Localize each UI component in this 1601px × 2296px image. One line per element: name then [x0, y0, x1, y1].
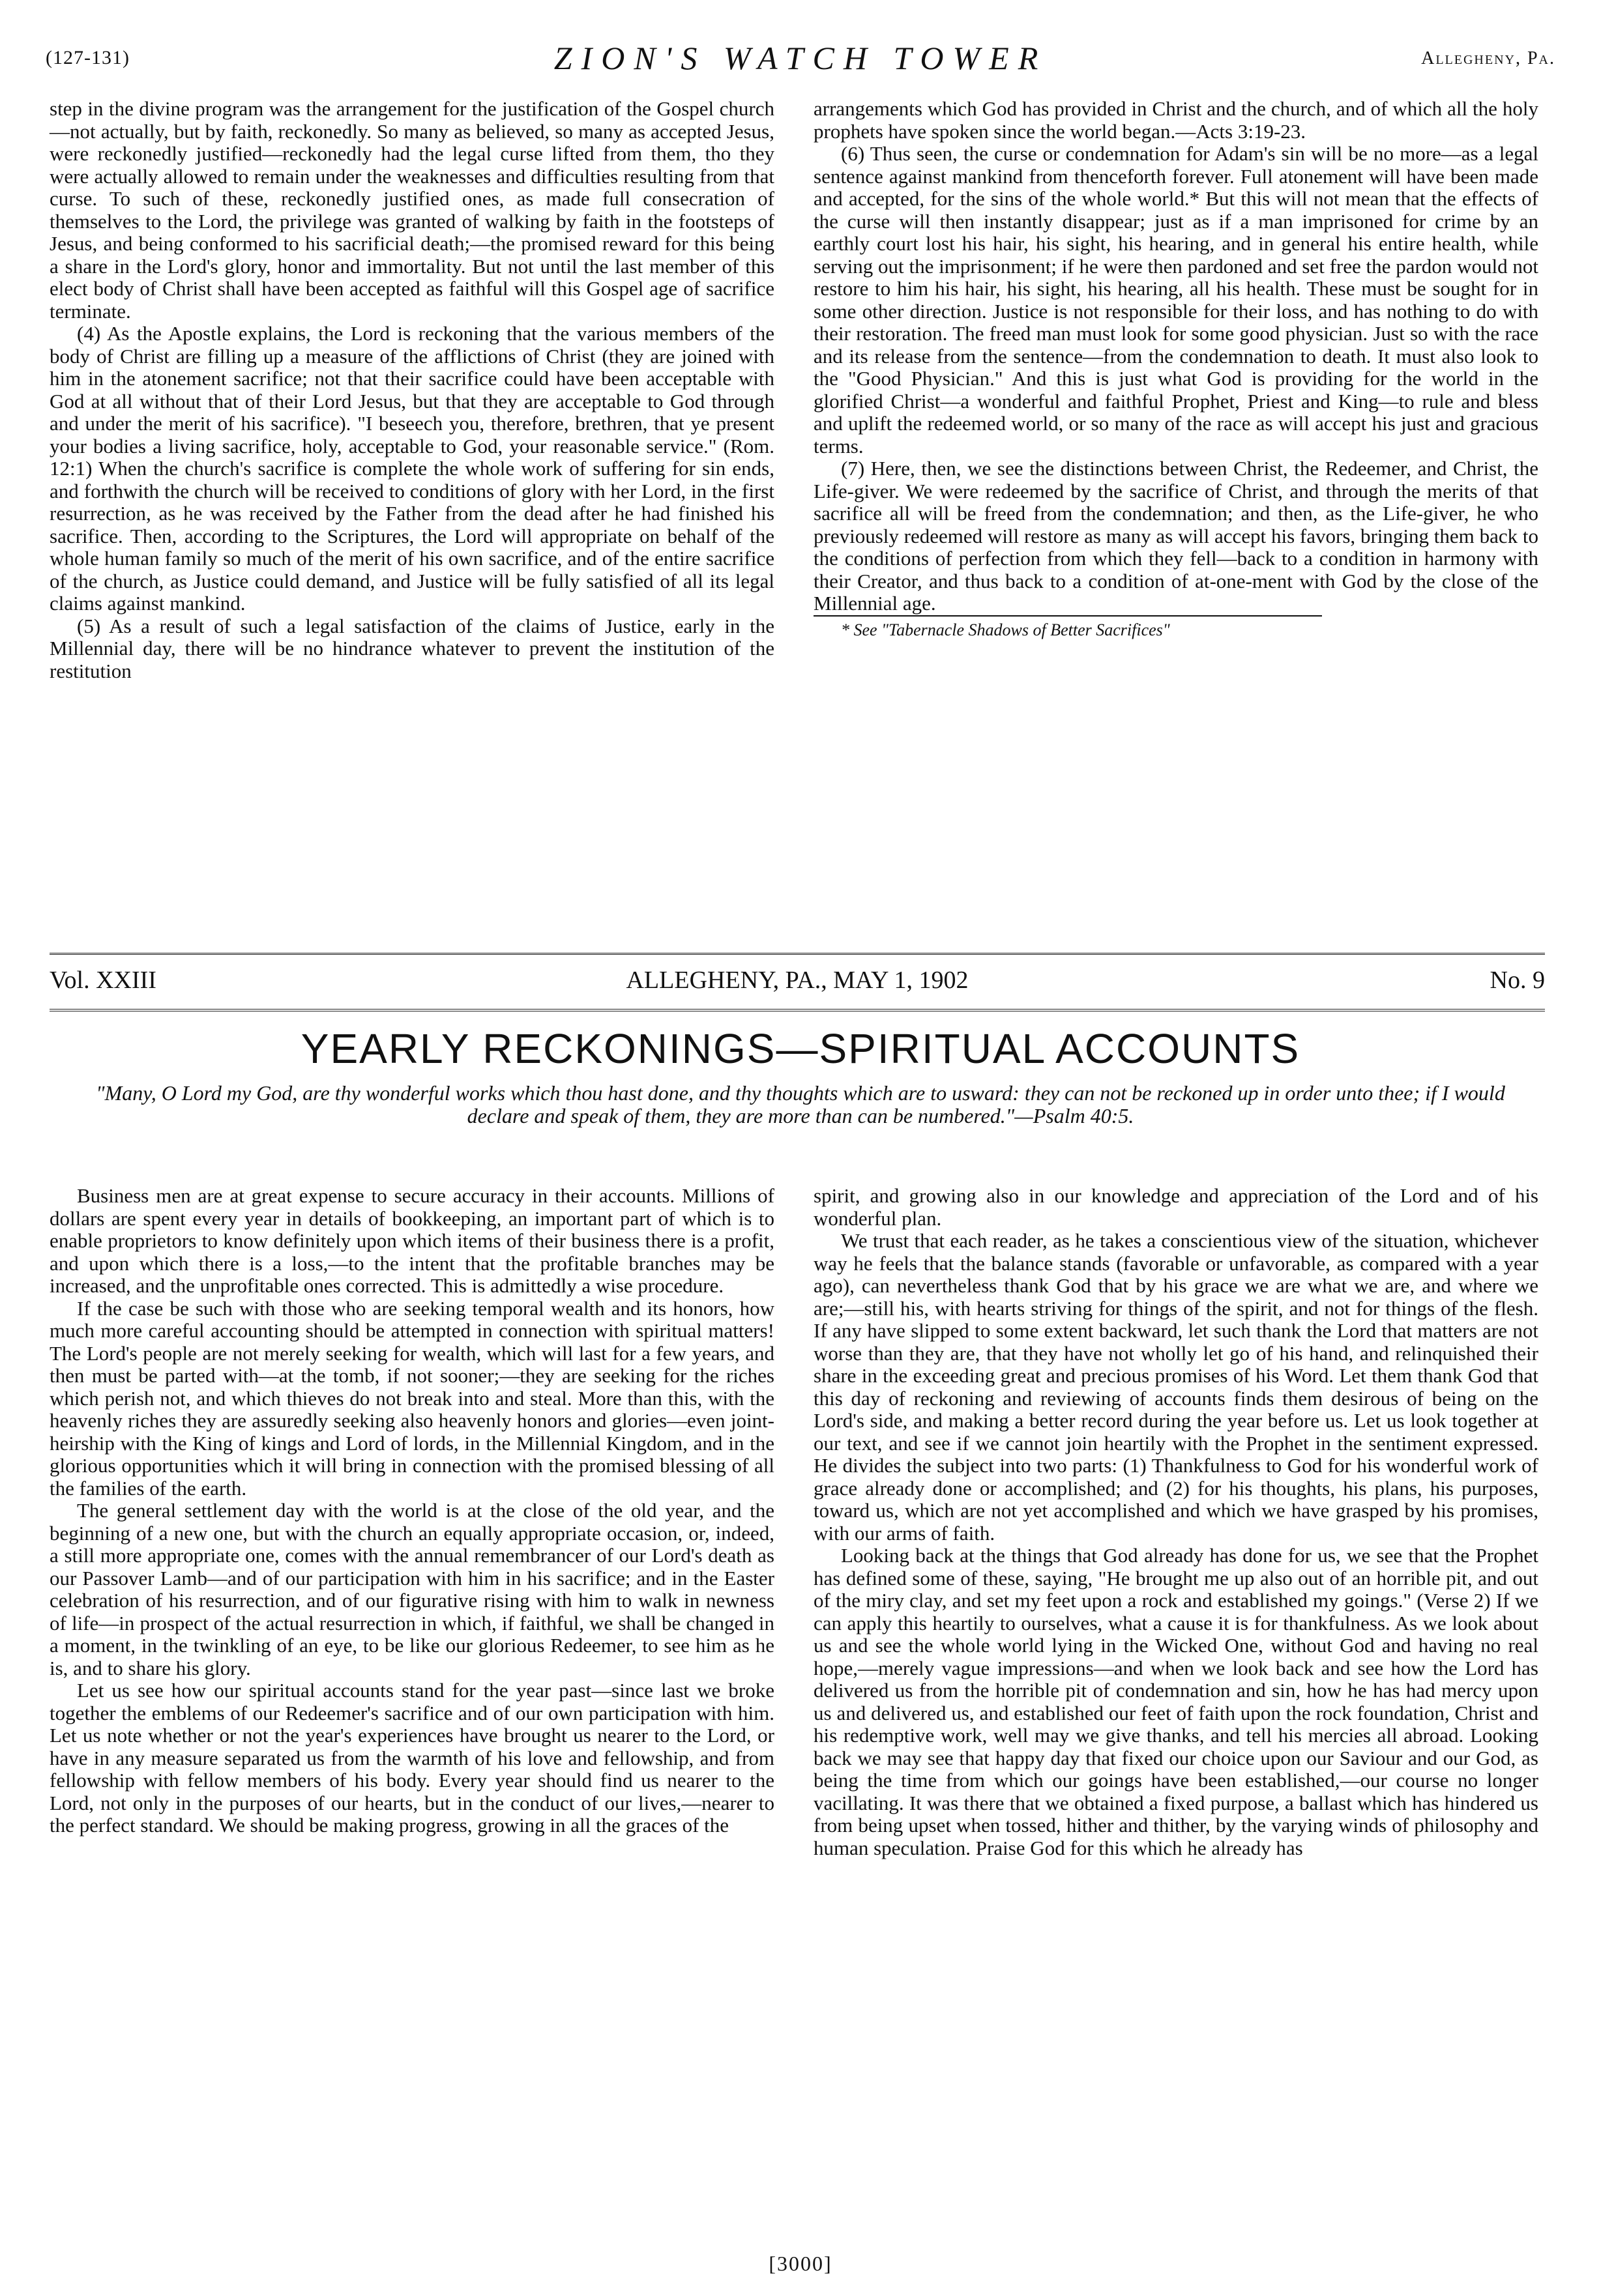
paragraph: (4) As the Apostle explains, the Lord is reckoning that the various members of the body of Christ are filling up a measure of the afflictions of Christ (they are joined with him in the atonement sacrifice; not that their sacrifice could have been acceptable with God at all without that of their Lord Jesus, but that they are acceptable to God through and under the merit of his sacrifice). "I beseech you, therefore, brethren, that ye present your bodies a living sacrifice, holy, acceptable to God, your reasonable service." (Rom. 12:1) When the church's sacrifice is complete the whole work of suffering for sin ends, and forthwith the church will be received to conditions of glory with her Lord, in the first resurrection, as he was received by the Father from the dead after he had finished his sacrifice. Then, according to the Scriptures, the Lord will appropriate on behalf of the whole human family so much of the merit of his own sacrifice, and of the entire sacrifice of the church, as Justice could demand, and Justice will be fully satisfied of all its legal claims against mankind. — [50, 322, 774, 615]
top-right-column — [814, 98, 1538, 641]
paragraph: If the case be such with those who are seeking temporal wealth and its honors, how much more careful accounting should be attempted in connection with spiritual matters! The Lord's people are not merely seeking for wealth, which will last for a few years, and then must be parted with—at the tomb, if not sooner;—they are seeking for the riches which perish not, and which thieves do not break into and steal. More than this, with the heavenly riches they are assuredly seeking also heavenly honors and glories—even joint-heirship with the King of kings and Lord of lords, in the Millennial Kingdom, and in the glorious opportunities which it will bring in connection with the promised blessing of all the families of the earth. — [50, 1296, 774, 1500]
bottom-left-column — [50, 1185, 774, 1837]
paragraph: Looking back at the things that God already has done for us, we see that the Prophet has defined some of these, saying, "He brought me up also out of an horrible pit, and out of the miry clay, and set my feet upon a rock and established my goings." (Verse 2) If we can apply this heartily to ourselves, what a cause it is for thankfulness. As we look about us and see the whole world lying in the Wicked One, without God and having no real hope,—merely vague impressions—and when we look back and see how the Lord has delivered us from the horrible pit of condemnation and sin, how he has had mercy upon us and delivered us, and established our feet of faith upon the rock foundation, Christ and his redemptive work, well may we give thanks, and tell his mercies all abroad. Looking back we may see that happy day that fixed our choice upon our Saviour and our God, as being the time from which our goings have been established,—our course no longer vacillating. It was there that we obtained a fixed purpose, a ballast which has hindered us from being upset when tossed, hither and thither, by the varying winds of philosophy and human speculation. Praise God for this which he already has — [814, 1544, 1538, 1859]
bottom-right-column — [814, 1185, 1538, 1859]
article-epigraph: "Many, O Lord my God, are thy wonderful works which thou hast done, and thy thoughts which are to usward: they can not be reckoned up in order unto thee; if I would declare and speak of them, they are more than can be numbered."—Psalm 40:5. — [96, 1081, 1505, 1127]
masthead — [50, 966, 1545, 998]
paragraph: Business men are at great expense to secure accuracy in their accounts. Millions of dollars are spent every year in details of bookkeeping, an important part of which is to enable proprietors to know definitely upon which items of their business there is a profit, and upon which there is a loss,—to the intent that the profitable branches may be increased, and the unprofitable ones corrected. This is admittedly a wise procedure. — [50, 1184, 774, 1297]
paragraph: Let us see how our spiritual accounts stand for the year past—since last we broke together the emblems of our Redeemer's sacrifice and of our own participation with him. Let us note whether or not the year's experiences have brought us nearer to the Lord, or have in any measure separated us from the warmth of his love and fellowship, and from fellowship with fellow members of his body. Every year should find us nearer to the Lord, not only in the purposes of our hearts, but in the conduct of our lives,—nearer to the perfect standard. We should be making progress, growing in all the graces of the — [50, 1679, 774, 1837]
paragraph: (5) As a result of such a legal satisfaction of the claims of Justice, early in the Millennial day, there will be no hindrance whatever to prevent the institution of the restitution — [50, 614, 774, 682]
masthead-bottom-rule — [50, 1009, 1545, 1011]
paragraph: We trust that each reader, as he takes a conscientious view of the situation, whichever way he feels that the balance stands (favorable or unfavorable, as compared with a year ago), can nevertheless thank God that by his grace we are what we are, and where we are;—still his, with hearts striving for things of the spirit, and not for things of the flesh. If any have slipped to some extent backward, let such thank the Lord that matters are not worse than they are, that they have not wholly let go of his hand, and relinquished their share in the exceeding great and precious promises of his Word. Let them thank God that this day of reckoning and reviewing of accounts finds them desirous of being on the Lord's side, and making a better record during the year before us. Let us look together at our text, and see if we cannot join heartily with the Prophet in the sentiment expressed. He divides the subject into two parts: (1) Thankfulness to God for his wonderful work of grace already done or accomplished; and (2) for his thoughts, his plans, his purposes, toward us, which are not yet accomplished and which we have grasped by his promises, with our arms of faith. — [814, 1229, 1538, 1545]
page-range: (127-131) — [46, 47, 130, 68]
volume-label: Vol. XXIII — [50, 966, 156, 994]
paragraph: (7) Here, then, we see the distinctions between Christ, the Redeemer, and Christ, the Life-giver. We were redeemed by the sacrifice of Christ, and through the merits of that sacrifice all will be freed from the condemnation; and then, as the Life-giver, he who previously redeemed will restore as many as will accept his favors, bringing them back to the conditions of perfection from which they fell—back to a condition in harmony with their Creator, and thus back to a condition of at-one-ment with God by the close of the Millennial age. — [814, 457, 1538, 615]
paragraph: The general settlement day with the world is at the close of the old year, and the beginning of a new one, but with the church an equally appropriate occasion, or, indeed, a still more appropriate one, comes with the annual remembrancer of our Lord's death as our Passover Lamb—and of our participation with him in his sacrifice; and in the Easter celebration of his resurrection, and of our figurative rising with him to walk in newness of life—in prospect of the actual resurrection in which, if faithful, we shall be changed in a moment, in the twinkling of an eye, to be like our glorious Redeemer, to see him as he is, and to share his glory. — [50, 1499, 774, 1679]
paragraph: spirit, and growing also in our knowledge and appreciation of the Lord and of his wonderful plan. — [814, 1184, 1538, 1230]
issue-number: No. 9 — [1490, 966, 1545, 994]
paragraph: step in the divine program was the arrangement for the justification of the Gospel church—not actually, but by faith, reckonedly. So many as believed, so many as accepted Jesus, were reckonedly justified—reckonedly had the legal curse lifted from them, tho they were actually allowed to remain under the weaknesses and difficulties resulting from that curse. To such of these, reckonedly justified ones, as made full consecration of themselves to the Lord, the privilege was granted of walking by faith in the footsteps of Jesus, and being conformed to his sacrificial death;—the promised reward for this being a share in the Lord's glory, honor and immortality. But not until the last member of this elect body of Christ shall have been accepted as faithful will this Gospel age of sacrifice terminate. — [50, 97, 774, 323]
paragraph: (6) Thus seen, the curse or condemnation for Adam's sin will be no more—as a legal sentence against mankind from thenceforth forever. Full atonement will have been made and accepted, for the sins of the whole world.* But this will not mean that the effects of the curse will then instantly disappear; just as if a man imprisoned for crime by an earthly court lost his hair, his sight, his hearing, and in general his entire health, while serving out the imprisonment; if he were then pardoned and set free the pardon would not restore to him his hair, his sight, his hearing, all his health. These must be sought for in some other direction. Justice is not responsible for their loss, and has nothing to do with their restoration. The freed man must look for some good physician. Just so with the race and its release from the sentence—from the condemnation to death. It must also look to the "Good Physician." And this is just what God is providing for the world in the glorified Christ—a wonderful and faithful Prophet, Priest and King—to rule and bless and uplift the redeemed world, or so many of the race as will accept his just and gracious terms. — [814, 142, 1538, 458]
article-title: YEARLY RECKONINGS—SPIRITUAL ACCOUNTS — [301, 1025, 1300, 1072]
header-place: Allegheny, Pa. — [1421, 48, 1555, 68]
running-header — [46, 39, 1555, 85]
top-left-column — [50, 98, 774, 682]
periodical-title: ZION'S WATCH TOWER — [553, 40, 1048, 76]
issue-place-date: ALLEGHENY, PA., MAY 1, 1902 — [626, 966, 969, 994]
footnote: * See "Tabernacle Shadows of Better Sacrifices" — [814, 615, 1322, 642]
page-number: [3000] — [769, 2252, 832, 2275]
paragraph: arrangements which God has provided in Christ and the church, and of which all the holy prophets have spoken since the world began.—Acts 3:19-23. — [814, 97, 1538, 143]
masthead-top-rule — [50, 953, 1545, 955]
